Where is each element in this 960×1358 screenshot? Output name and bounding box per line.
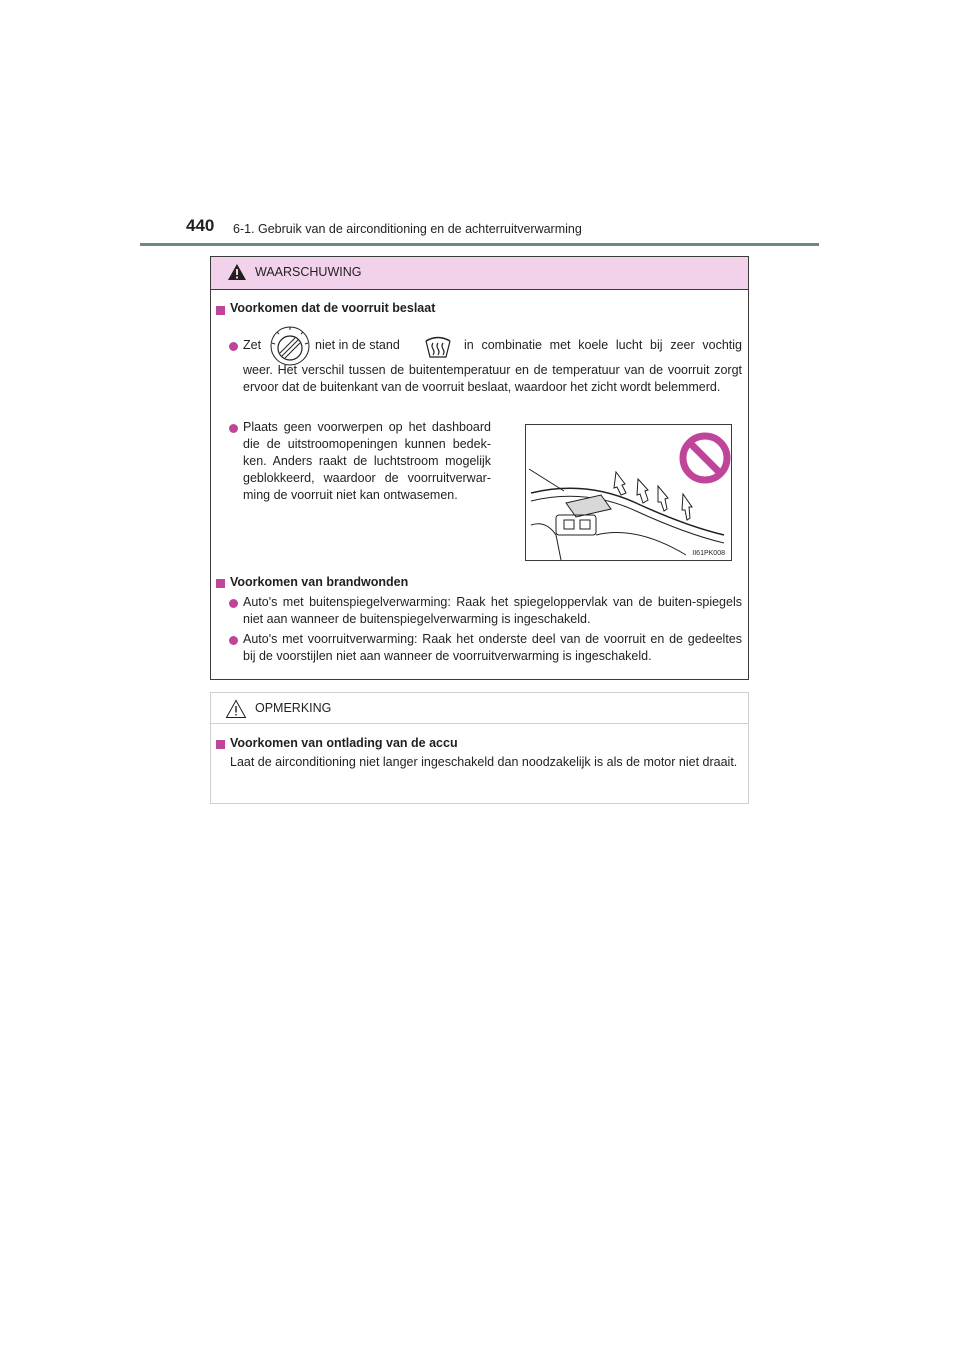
bullet-icon bbox=[229, 424, 238, 433]
section-marker-icon bbox=[216, 579, 225, 588]
section-title: 6-1. Gebruik van de airconditioning en de achterruitverwarming bbox=[233, 222, 582, 236]
bullet1-text: weer. Het verschil tussen de buitentemperatuur en de temperatuur van de voorruit zorgt ervoor dat de buitenkant van de voorruit beslaat, waardoor het zicht wordt belemmerd. bbox=[243, 363, 742, 394]
header-rule bbox=[140, 243, 819, 246]
warning-triangle-icon bbox=[227, 263, 247, 281]
bullet1-zet: Zet bbox=[243, 338, 262, 352]
note-text: Laat de airconditioning niet langer ingeschakeld dan noodzakelijk is als de motor niet draait. bbox=[230, 755, 738, 769]
bullet4-text: Auto's met voorruitverwarming: Raak het onderste deel van de voorruit en de gedeeltes bij de voorstijlen niet aan wanneer de voorruitverwarming is ingeschakeld. bbox=[243, 632, 742, 663]
dashboard-drawing bbox=[526, 425, 733, 562]
bullet-icon bbox=[229, 342, 238, 351]
section-heading-fogging: Voorkomen dat de voorruit beslaat bbox=[230, 301, 436, 315]
note-label: OPMERKING bbox=[255, 701, 332, 715]
bullet2-text: Plaats geen voorwerpen op het dashboard die de uitstroomopeningen kunnen bedek-ken. Anders raakt de luchtstroom mogelijk geblokkeerd, waardoor de voorruitverwar-ming de voorruit niet kan ontwasemen. bbox=[243, 420, 491, 502]
temperature-dial-icon bbox=[269, 325, 311, 367]
note-header bbox=[211, 693, 748, 724]
bullet-icon bbox=[229, 599, 238, 608]
dashboard-illustration bbox=[525, 424, 732, 561]
defroster-icon bbox=[423, 331, 453, 361]
bullet1-line1-rest: in combinatie met koele lucht bij zeer vochtig bbox=[464, 338, 742, 352]
caution-triangle-icon bbox=[225, 699, 247, 719]
warning-header bbox=[211, 257, 748, 290]
bullet-icon bbox=[229, 636, 238, 645]
illustration-code: II61PK008 bbox=[692, 550, 725, 557]
page-number: 440 bbox=[186, 216, 215, 235]
bullet3-text: Auto's met buitenspiegelverwarming: Raak het spiegeloppervlak van de buiten-spiegels niet aan wanneer de buitenspiegelverwarming is ingeschakeld. bbox=[243, 595, 742, 626]
note-box bbox=[210, 692, 749, 804]
note-heading: Voorkomen van ontlading van de accu bbox=[230, 736, 458, 750]
section-marker-icon bbox=[216, 306, 225, 315]
bullet1-niet: niet in de stand bbox=[315, 338, 400, 352]
section-heading-burns: Voorkomen van brandwonden bbox=[230, 575, 409, 589]
section-marker-icon bbox=[216, 740, 225, 749]
warning-label: WAARSCHUWING bbox=[255, 265, 362, 279]
